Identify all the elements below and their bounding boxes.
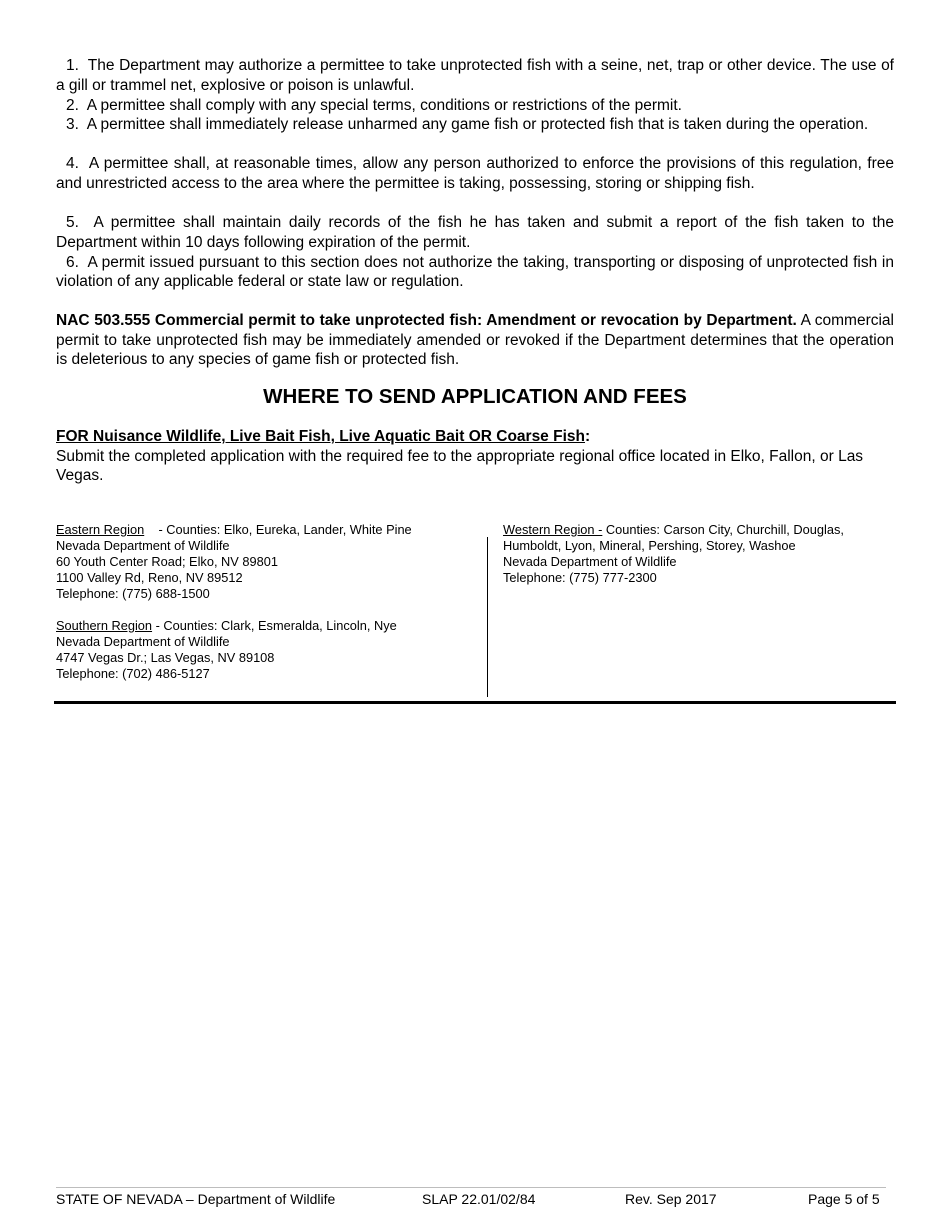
rule-number: 3. [66, 116, 79, 133]
rule-text: A permittee shall, at reasonable times, allow any person authorized to enforce the provisions of this regulation, free and unrestricted access to the area where the permittee is taking, possessing, storing or shipping fish. [56, 155, 894, 192]
column-divider [487, 537, 488, 697]
sub-heading-colon: : [584, 428, 591, 445]
rule-4 [56, 154, 894, 193]
footer-page-number: Page 5 of 5 [808, 1191, 880, 1207]
rule-text: A permittee shall immediately release unharmed any game fish or protected fish that is taken during the operation. [86, 116, 869, 133]
rule-number: 1. [66, 57, 79, 74]
rule-1 [56, 56, 894, 95]
western-region-phone: Telephone: (775) 777-2300 [503, 570, 657, 585]
rule-text: A permittee shall maintain daily records of the fish he has taken and submit a report of the fish taken to the Department within 10 days following expiration of the permit. [56, 214, 894, 251]
western-region-counties: Counties: Carson City, Churchill, Douglas, Humboldt, Lyon, Mineral, Pershing, Storey, Washoe [503, 522, 844, 553]
section-heading: WHERE TO SEND APPLICATION AND FEES [263, 385, 687, 408]
footer-revision: Rev. Sep 2017 [625, 1191, 717, 1207]
rule-5 [56, 213, 894, 252]
southern-region-phone: Telephone: (702) 486-5127 [56, 666, 210, 681]
sub-heading-body: Submit the completed application with the required fee to the appropriate regional office located in Elko, Fallon, or Las Vegas. [56, 447, 864, 485]
rule-number: 4. [66, 155, 79, 172]
rule-2 [56, 96, 894, 116]
nac-section [56, 311, 894, 370]
eastern-region-phone: Telephone: (775) 688-1500 [56, 586, 210, 601]
rule-text: A permittee shall comply with any special terms, conditions or restrictions of the permit. [86, 96, 682, 114]
footer-form-number: SLAP 22.01/02/84 [422, 1191, 536, 1207]
eastern-region-address2: 1100 Valley Rd, Reno, NV 89512 [56, 570, 243, 585]
southern-region-org: Nevada Department of Wildlife [56, 634, 230, 649]
rule-number: 2. [66, 96, 79, 114]
rule-text: A permit issued pursuant to this section does not authorize the taking, transporting or disposing of unprotected fish in violation of any applicable federal or state law or regulation. [56, 253, 894, 291]
western-region-org: Nevada Department of Wildlife [503, 554, 677, 569]
rule-text: The Department may authorize a permittee to take unprotected fish with a seine, net, trap or other device. The use of a gill or trammel net, explosive or poison is unlawful. [56, 57, 894, 94]
southern-region-address1: 4747 Vegas Dr.; Las Vegas, NV 89108 [56, 650, 275, 665]
sub-heading-label: FOR Nuisance Wildlife, Live Bait Fish, Live Aquatic Bait OR Coarse Fish [56, 428, 585, 445]
southern-region-block [56, 618, 476, 682]
eastern-region-org: Nevada Department of Wildlife [56, 538, 230, 553]
rule-number: 5. [66, 214, 79, 231]
section-rule [54, 701, 896, 704]
southern-region-name: Southern Region [56, 618, 153, 633]
rule-number: 6. [66, 253, 79, 271]
footer-rule [56, 1187, 886, 1188]
rule-6 [56, 253, 894, 292]
eastern-region-counties: - Counties: Elko, Eureka, Lander, White Pine [158, 522, 412, 537]
western-region-name: Western Region - [503, 522, 603, 537]
application-instructions [56, 427, 894, 486]
footer-agency: STATE OF NEVADA – Department of Wildlife [56, 1191, 336, 1207]
nac-body: A commercial permit to take unprotected fish may be immediately amended or revoked if the Department determines that the operation is deleterious to any species of game fish or protected fish. [56, 312, 894, 369]
rule-3 [56, 115, 894, 135]
western-region-block [503, 522, 888, 586]
eastern-region-address1: 60 Youth Center Road; Elko, NV 89801 [56, 554, 278, 569]
nac-title: NAC 503.555 Commercial permit to take unprotected fish: Amendment or revocation by Department. [56, 312, 797, 329]
eastern-region-block [56, 522, 476, 602]
southern-region-counties: - Counties: Clark, Esmeralda, Lincoln, Nye [155, 618, 397, 633]
eastern-region-name: Eastern Region [56, 522, 145, 537]
